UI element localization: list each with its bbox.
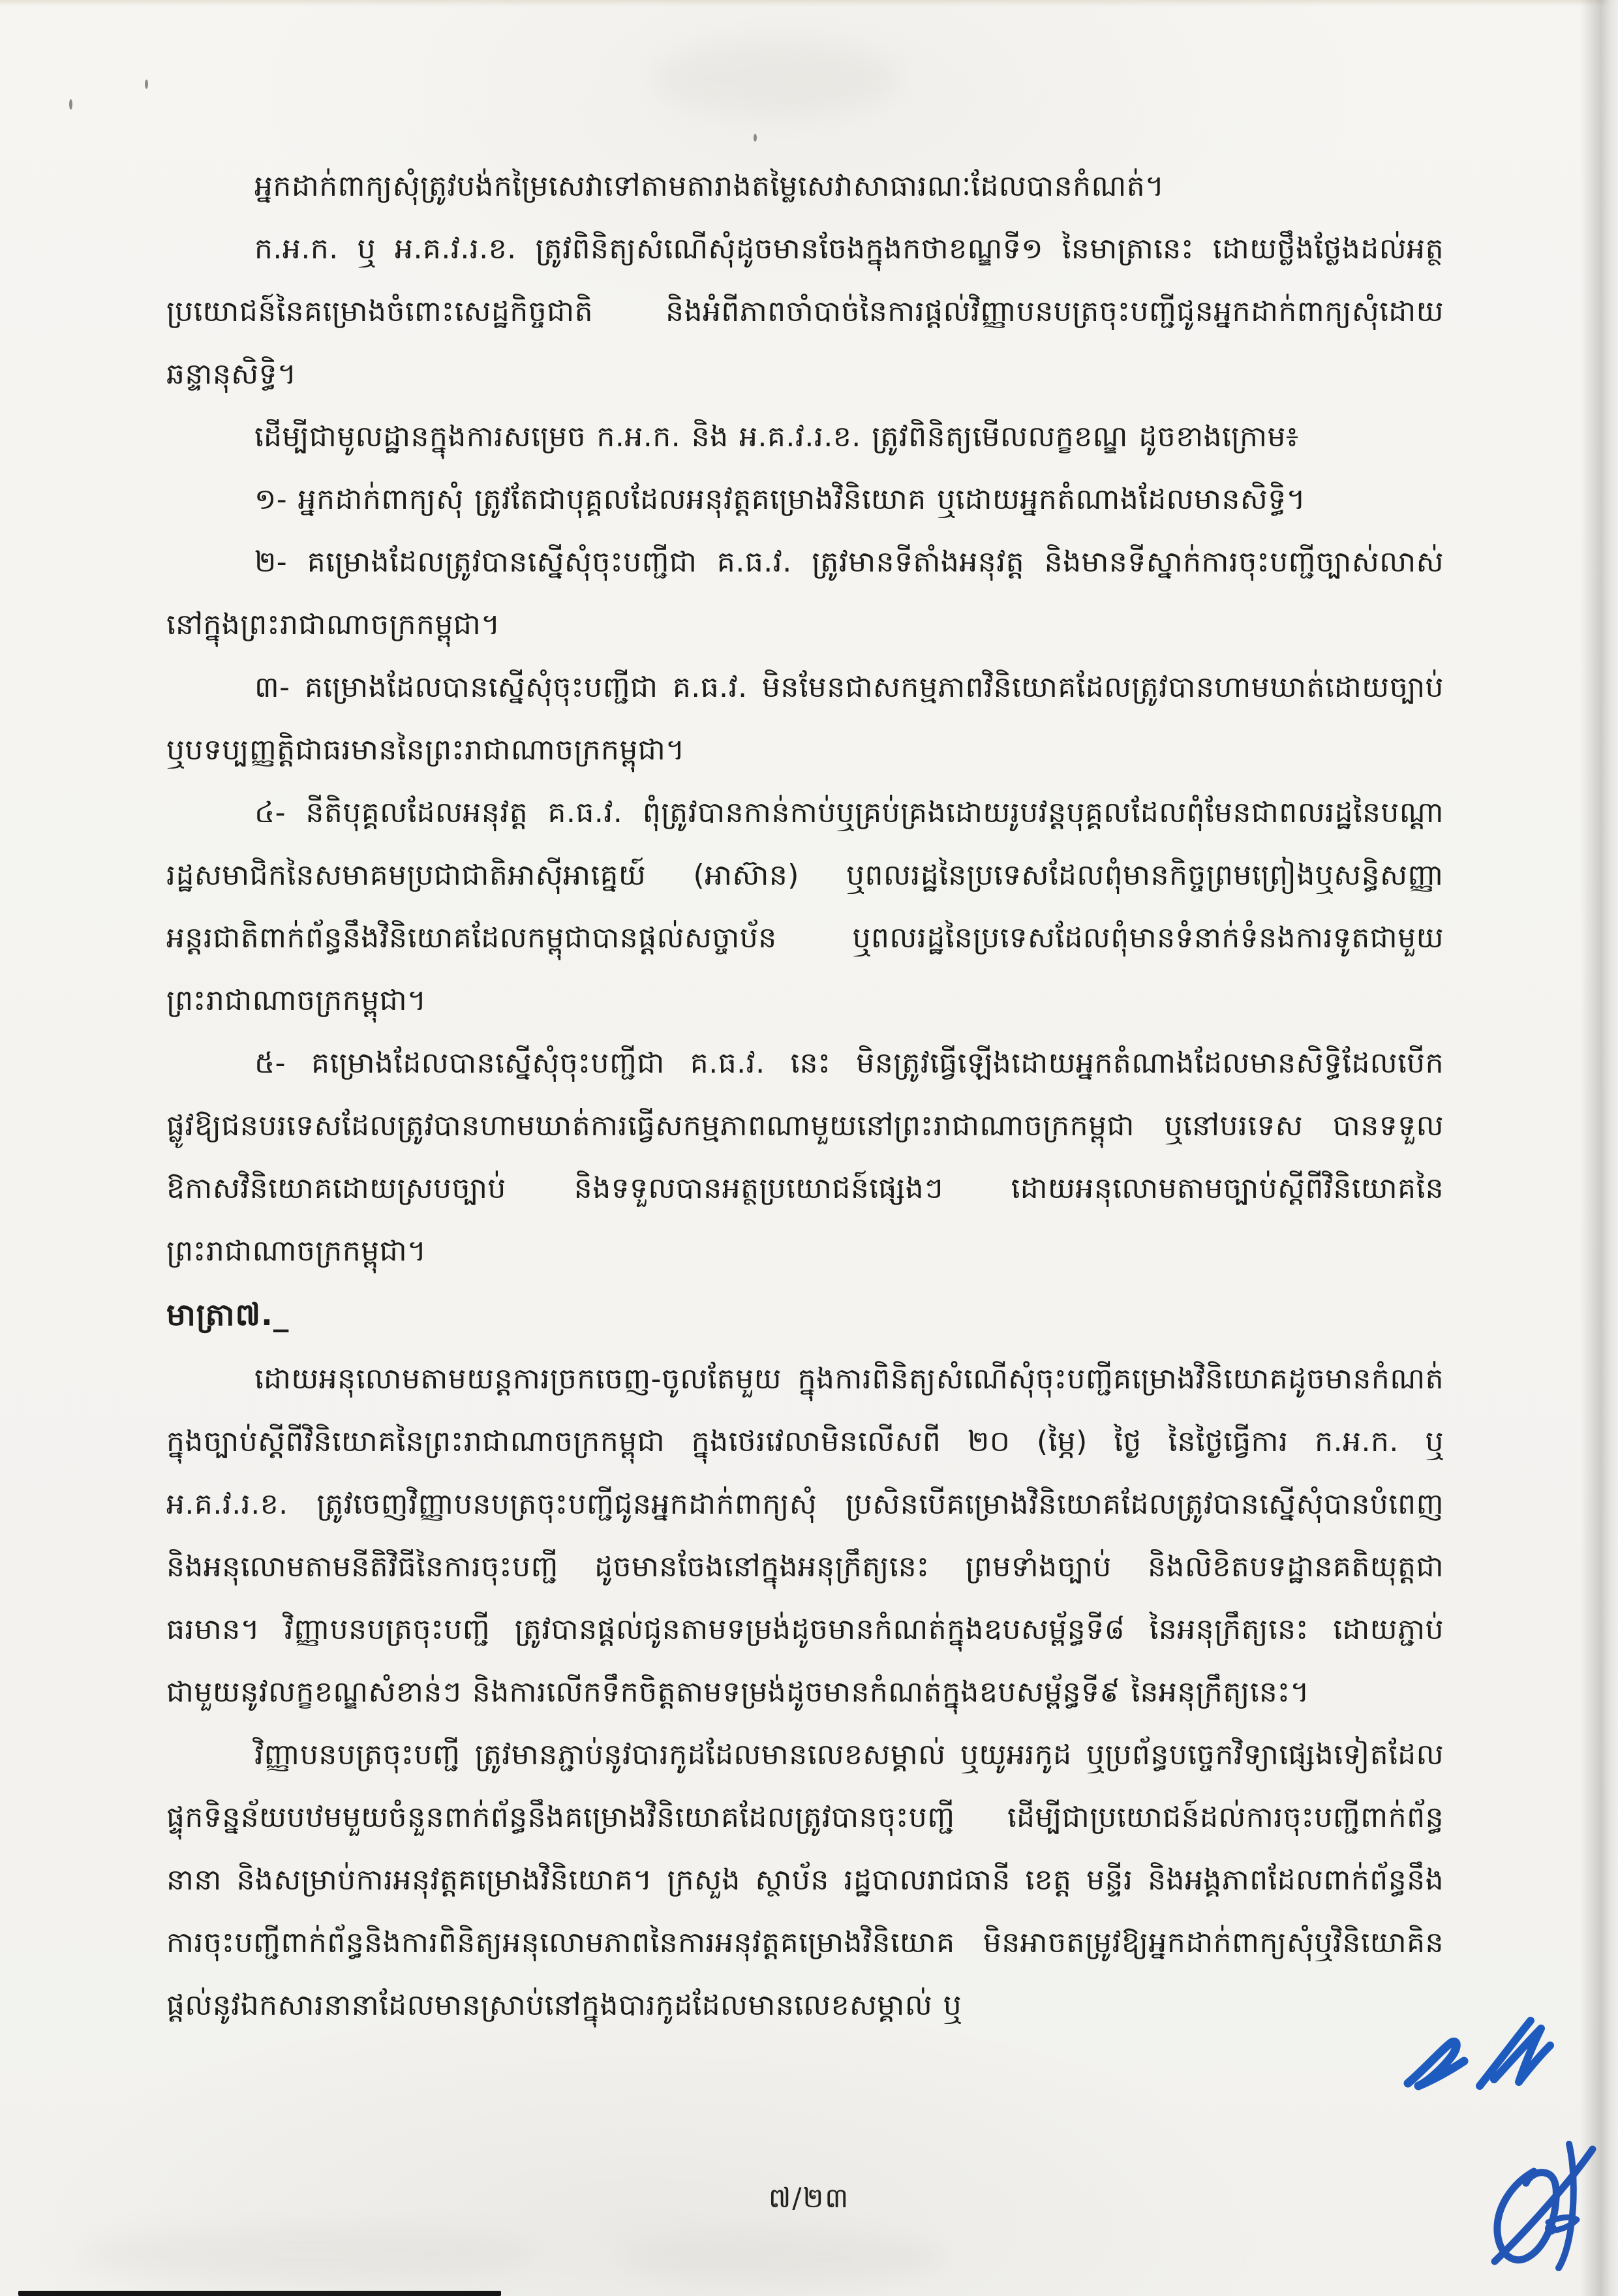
document-body [166, 155, 1444, 2037]
paragraph-fee-payment: អ្នកដាក់ពាក្យសុំត្រូវបង់កម្រៃសេវាទៅតាមតារាងតម្លៃសេវាសាធារណៈដែលបានកំណត់។ [254, 170, 1165, 203]
paragraph-decision-basis: ដើម្បីជាមូលដ្ឋានក្នុងការសម្រេច ក.អ.ក. និង អ.គ.វ.រ.ខ. ត្រូវពិនិត្យមើលលក្ខខណ្ឌ ដូចខាងក្រោម៖ [254, 420, 1299, 453]
scan-smudge [652, 39, 900, 117]
scan-bottom-edge [18, 2291, 501, 2296]
scan-speck [69, 99, 72, 110]
list-item-5: ៥- គម្រោងដែលបានស្នើសុំចុះបញ្ជីជា គ.ធ.វ. នេះ មិនត្រូវធ្វើឡើងដោយអ្នកតំណាងដែលមានសិទ្ធិដែលបើកផ្លូវឱ្យជនបរទេសដែលត្រូវបានហាមឃាត់ការធ្វើសកម្មភាពណាមួយនៅព្រះរាជាណាចក្រកម្ពុជា ឬនៅបរទេស បានទទួលឱកាសវិនិយោគដោយស្របច្បាប់ និងទទួលបានអត្ថប្រយោជន៍ផ្សេងៗ ដោយអនុលោមតាមច្បាប់ស្តីពីវិនិយោគនៃព្រះរាជាណាចក្រកម្ពុជា។ [166, 1047, 1444, 1268]
scan-speck [145, 80, 148, 89]
list-item-2: ២- គម្រោងដែលត្រូវបានស្នើសុំចុះបញ្ជីជា គ.ធ.វ. ត្រូវមានទីតាំងអនុវត្ត និងមានទីស្នាក់ការចុះបញ្ជីច្បាស់លាស់នៅក្នុងព្រះរាជាណាចក្រកម្ពុជា។ [166, 545, 1444, 641]
list-item-1: ១- អ្នកដាក់ពាក្យសុំ ត្រូវតែជាបុគ្គលដែលអនុវត្តគម្រោងវិនិយោគ ឬដោយអ្នកតំណាងដែលមានសិទ្ធិ។ [254, 483, 1306, 516]
list-item-3: ៣- គម្រោងដែលបានស្នើសុំចុះបញ្ជីជា គ.ធ.វ. មិនមែនជាសកម្មភាពវិនិយោគដែលត្រូវបានហាមឃាត់ដោយច្បាប់ ឬបទប្បញ្ញត្តិជាធរមាននៃព្រះរាជាណាចក្រកម្ពុជា។ [166, 671, 1444, 767]
paragraph-barcode: វិញ្ញាបនបត្រចុះបញ្ជី ត្រូវមានភ្ជាប់នូវបារកូដដែលមានលេខសម្គាល់ ឬយូអរកូដ ឬប្រព័ន្ធបច្ចេកវិទ្យាផ្សេងទៀតដែលផ្ទុកទិន្នន័យបឋមមួយចំនួនពាក់ព័ន្ធនឹងគម្រោងវិនិយោគដែលត្រូវបានចុះបញ្ជី ដើម្បីជាប្រយោជន៍ដល់ការចុះបញ្ជីពាក់ព័ន្ធនានា និងសម្រាប់ការអនុវត្តគម្រោងវិនិយោគ។ ក្រសួង ស្ថាប័ន រដ្ឋបាលរាជធានី ខេត្ត មន្ទីរ និងអង្គភាពដែលពាក់ព័ន្ធនឹងការចុះបញ្ជីពាក់ព័ន្ធនិងការពិនិត្យអនុលោមភាពនៃការអនុវត្តគម្រោងវិនិយោគ មិនអាចតម្រូវឱ្យអ្នកដាក់ពាក្យសុំឬវិនិយោគិនផ្តល់នូវឯកសារនានាដែលមានស្រាប់នៅក្នុងបារកូដដែលមានលេខសម្គាល់ ឬ [166, 1738, 1444, 2022]
list-item-4: ៤- នីតិបុគ្គលដែលអនុវត្ត គ.ធ.វ. ពុំត្រូវបានកាន់កាប់ឬគ្រប់គ្រងដោយរូបវន្តបុគ្គលដែលពុំមែនជាពលរដ្ឋនៃបណ្តារដ្ឋសមាជិកនៃសមាគមប្រជាជាតិអាស៊ីអាគ្នេយ៍ (អាស៊ាន) ឬពលរដ្ឋនៃប្រទេសដែលពុំមានកិច្ចព្រមព្រៀងឬសន្ធិសញ្ញាអន្តរជាតិពាក់ព័ន្ធនឹងវិនិយោគដែលកម្ពុជាបានផ្តល់សច្ចាប័ន ឬពលរដ្ឋនៃប្រទេសដែលពុំមានទំនាក់ទំនងការទូតជាមួយព្រះរាជាណាចក្រកម្ពុជា។ [166, 796, 1444, 1017]
scan-smudge [620, 2231, 946, 2284]
paragraph-review-discretion: ក.អ.ក. ឬ អ.គ.វ.រ.ខ. ត្រូវពិនិត្យសំណើសុំដូចមានចែងក្នុងកថាខណ្ឌទី១ នៃមាត្រានេះ ដោយថ្លឹងថ្លែងដល់អត្ថប្រយោជន៍នៃគម្រោងចំពោះសេដ្ឋកិច្ចជាតិ និងអំពីភាពចាំបាច់នៃការផ្តល់វិញ្ញាបនបត្រចុះបញ្ជីជូនអ្នកដាក់ពាក្យសុំដោយឆន្ទានុសិទ្ធិ។ [166, 232, 1444, 391]
scan-smudge [78, 2225, 535, 2284]
page-number: ៧/២៣ [768, 2182, 850, 2214]
paragraph-single-window: ដោយអនុលោមតាមយន្តការច្រកចេញ-ចូលតែមួយ ក្នុងការពិនិត្យសំណើសុំចុះបញ្ជីគម្រោងវិនិយោគដូចមានកំណត់ក្នុងច្បាប់ស្តីពីវិនិយោគនៃព្រះរាជាណាចក្រកម្ពុជា ក្នុងថេរវេលាមិនលើសពី ២០ (ម្ភៃ) ថ្ងៃ នៃថ្ងៃធ្វើការ ក.អ.ក. ឬ អ.គ.វ.រ.ខ. ត្រូវចេញវិញ្ញាបនបត្រចុះបញ្ជីជូនអ្នកដាក់ពាក្យសុំ ប្រសិនបើគម្រោងវិនិយោគដែលត្រូវបានស្នើសុំបានបំពេញនិងអនុលោមតាមនីតិវិធីនៃការចុះបញ្ជី ដូចមានចែងនៅក្នុងអនុក្រឹត្យនេះ ព្រមទាំងច្បាប់ និងលិខិតបទដ្ឋានគតិយុត្តជាធរមាន។ វិញ្ញាបនបត្រចុះបញ្ជី ត្រូវបានផ្តល់ជូនតាមទម្រង់ដូចមានកំណត់ក្នុងឧបសម្ព័ន្ធទី៨ នៃអនុក្រឹត្យនេះ ដោយភ្ជាប់ជាមួយនូវលក្ខខណ្ឌសំខាន់ៗ និងការលើកទឹកចិត្តតាមទម្រង់ដូចមានកំណត់ក្នុងឧបសម្ព័ន្ធទី៩ នៃអនុក្រឹត្យនេះ។ [166, 1362, 1444, 1709]
scan-right-edge-shadow [1580, 0, 1618, 2296]
scan-speck [754, 134, 757, 142]
article-7-heading: មាត្រា៧._ [166, 1297, 290, 1333]
scan-top-edge [0, 0, 1618, 7]
blue-pen-scribble [1396, 2006, 1592, 2117]
